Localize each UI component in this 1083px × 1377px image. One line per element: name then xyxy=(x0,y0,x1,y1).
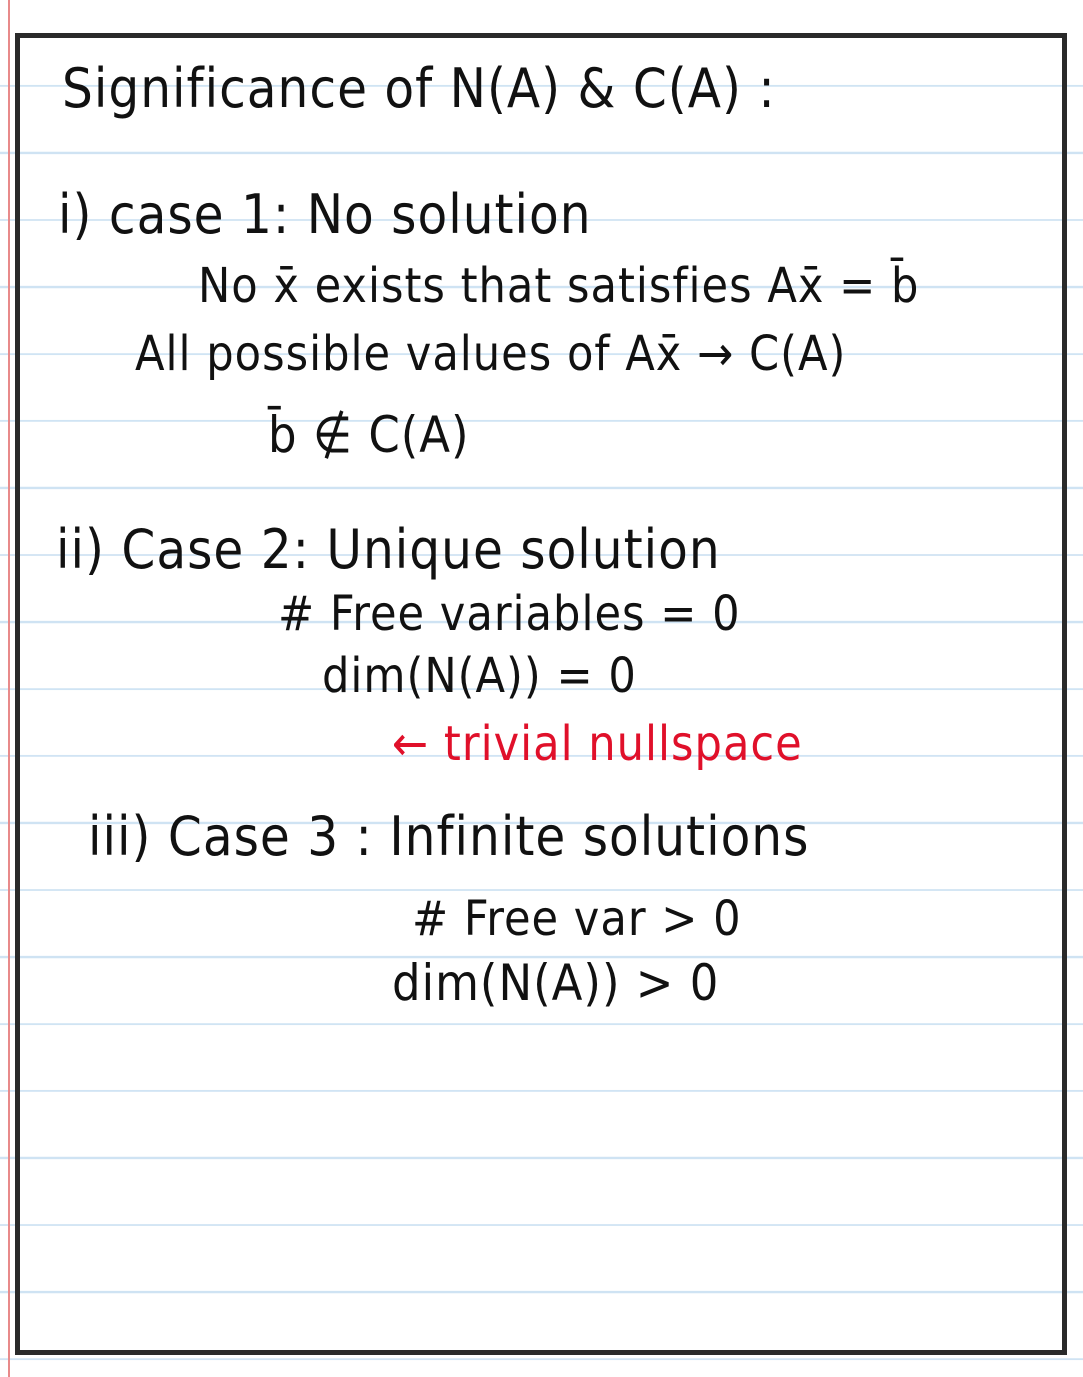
case2-line-1: # Free variables = 0 xyxy=(278,586,741,642)
case2-heading: ii) Case 2: Unique solution xyxy=(56,518,721,581)
case1-line-1: No x̄ exists that satisfies Ax̄ = b̄ xyxy=(198,258,920,314)
case3-line-1: # Free var > 0 xyxy=(412,891,742,947)
margin-line xyxy=(8,0,10,1377)
case2-line-2: dim(N(A)) = 0 xyxy=(322,648,637,704)
case3-heading: iii) Case 3 : Infinite solutions xyxy=(88,805,810,868)
case1-heading: i) case 1: No solution xyxy=(58,183,592,246)
note-title: Significance of N(A) & C(A) : xyxy=(62,57,776,120)
case3-line-2: dim(N(A)) > 0 xyxy=(392,954,720,1012)
case1-line-2: All possible values of Ax̄ → C(A) xyxy=(135,326,847,382)
case2-annotation: ← trivial nullspace xyxy=(392,716,803,772)
case1-line-3: b̄ ∉ C(A) xyxy=(268,406,470,464)
